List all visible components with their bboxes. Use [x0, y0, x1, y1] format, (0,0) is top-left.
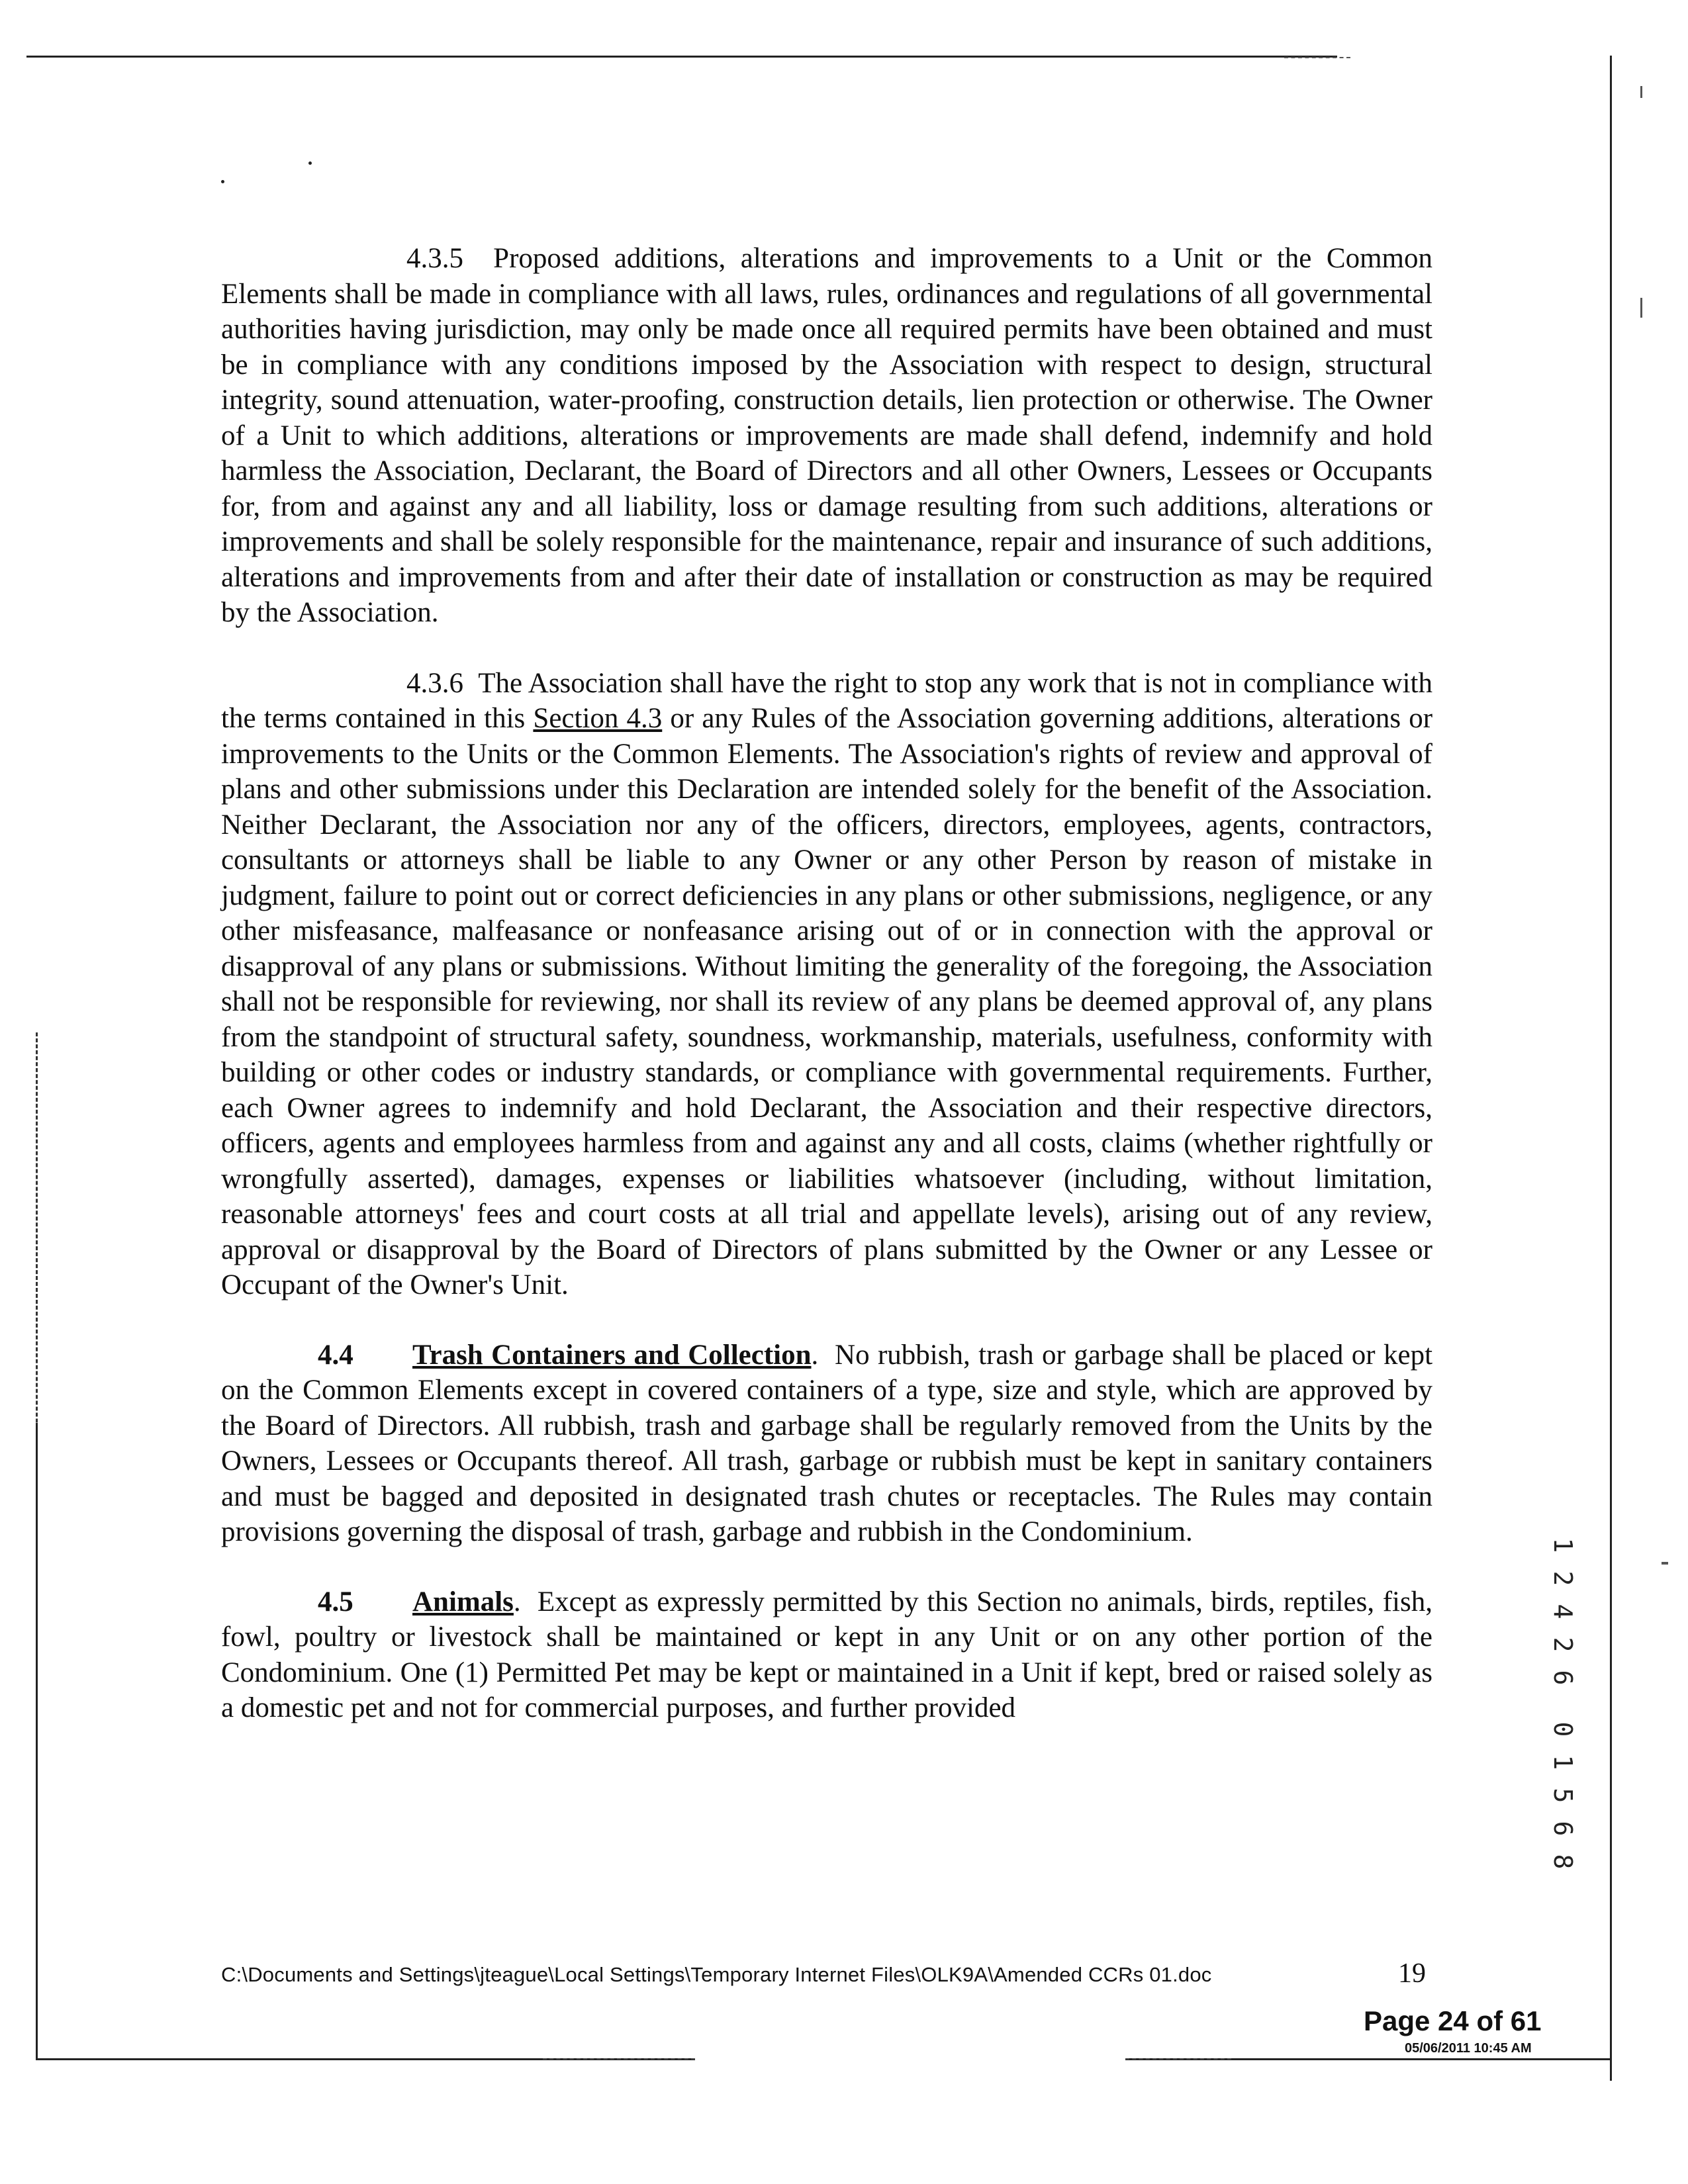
- footer-file-path: C:\Documents and Settings\jteague\Local Settings\Temporary Internet Files\OLK9A\Amended CCRs 01.doc: [221, 1963, 1212, 1986]
- stamp-digit: 6: [1548, 1670, 1577, 1686]
- paragraph-text: Proposed additions, alterations and improvements to a Unit or the Common Elements shall be made in compliance with all laws, rules, ordinances and regulations of all governmental authorities having jurisdiction, may only be made once all required permits have been obtained and must be in compliance with any conditions imposed by the Association with respect to design, structural integrity, sound attenuation, water-proofing, construction details, lien protection or otherwise. The Owner of a Unit to which additions, alterations or improvements are made shall defend, indemnify and hold harmless the Association, Declarant, the Board of Directors and all other Owners, Lessees or Occupants for, from and against any and all liability, loss or damage resulting from such additions, alterations or improvements and shall be solely responsible for the maintenance, repair and insurance of such additions, alterations and improvements from and after their date of installation or construction as may be required by the Association.: [221, 243, 1432, 628]
- stamp-digit: 4: [1548, 1604, 1577, 1619]
- scan-edge-mark: [1662, 1562, 1668, 1565]
- bottom-border-dash: [543, 2058, 695, 2060]
- section-heading: Animals: [412, 1586, 514, 1617]
- left-border-line: [36, 1423, 38, 2058]
- stamp-digit: 1: [1548, 1754, 1577, 1770]
- bottom-border-dash: [1125, 2058, 1231, 2060]
- stamp-digit: 8: [1548, 1854, 1577, 1870]
- paragraph-text: Except as expressly permitted by this Section no animals, birds, reptiles, fish, fowl, poultry or livestock shall be maintained or kept in any Unit or on any other portion of the Condominium. One (1) Permitted Pet may be kept or maintained in a Unit if kept, bred or raised solely as a domestic pet and not for commercial purposes, and further provided: [221, 1586, 1432, 1723]
- bottom-border-gap: [695, 2057, 1125, 2062]
- paragraph-4-5: 4.5 Animals. Except as expressly permitted by this Section no animals, birds, reptiles, fish, fowl, poultry or livestock shall be maintained or kept in any Unit or on any other portion of the Condominium. One (1) Permitted Pet may be kept or maintained in a Unit if kept, bred or raised solely as a domestic pet and not for commercial purposes, and further provided: [221, 1584, 1432, 1726]
- section-number: 4.3.6: [406, 667, 463, 699]
- scan-edge-mark: [1640, 86, 1642, 98]
- scan-speck: [308, 161, 312, 165]
- section-heading: Trash Containers and Collection: [412, 1339, 812, 1371]
- stamp-digit: 0: [1548, 1721, 1577, 1737]
- stamp-digit: 2: [1548, 1637, 1577, 1653]
- paragraph-text: The Association shall have the right to stop any work that is not in compliance with the terms contained in this: [221, 667, 1432, 734]
- paragraph-text: No rubbish, trash or garbage shall be placed or kept on the Common Elements except in covered containers of a type, size and style, which are approved by the Board of Directors. All rubbish, trash and garbage shall be regularly removed from the Units by the Owners, Lessees or Occupants thereof. All trash, garbage or rubbish must be kept in sanitary containers and must be bagged and deposited in designated trash chutes or receptacles. The Rules may contain provisions governing the disposal of trash, garbage and rubbish in the Condominium.: [221, 1339, 1433, 1547]
- paragraph-text: or any Rules of the Association governing additions, alterations or improvements to the Units or the Common Elements. The Association's rights of review and approval of plans and other submissions under this Declaration are intended solely for the benefit of the Association. Neither Declarant, the Association nor any of the officers, directors, employees, agents, contractors, consultants or attorneys shall be liable to any Owner or any other Person by reason of mistake in judgment, failure to point out or correct deficiencies in any plans or other submissions, negligence, or any other misfeasance, malfeasance or nonfeasance arising out of or in connection with the approval or disapproval of any plans or submissions. Without limiting the generality of the foregoing, the Association shall not be responsible for reviewing, nor shall its review of any plans be deemed approval of, any plans from the standpoint of structural safety, soundness, workmanship, materials, usefulness, conformity with building or other codes or industry standards, or compliance with governmental requirements. Further, each Owner agrees to indemnify and hold Declarant, the Association and their respective directors, officers, agents and employees harmless from and against any and all costs, claims (whether rightfully or wrongfully asserted), damages, expenses or liabilities whatsoever (including, without limitation, reasonable attorneys' fees and court costs at all trial and appellate levels), arising out of any review, approval or disapproval by the Board of Directors of plans submitted by the Owner or any Lessee or Occupant of the Owner's Unit.: [221, 703, 1433, 1300]
- footer-page-number: 19: [1398, 1958, 1426, 1989]
- book-page-stamp: [1546, 1529, 1579, 1878]
- top-border-tail: [1284, 57, 1350, 60]
- paragraph-4-4: 4.4 Trash Containers and Collection. No rubbish, trash or garbage shall be placed or kept on the Common Elements except in covered containers of a type, size and style, which are approved by the Board of Directors. All rubbish, trash and garbage shall be regularly removed from the Units by the Owners, Lessees or Occupants thereof. All trash, garbage or rubbish must be kept in sanitary containers and must be bagged and deposited in designated trash chutes or receptacles. The Rules may contain provisions governing the disposal of trash, garbage and rubbish in the Condominium.: [221, 1338, 1432, 1550]
- recording-page-label: Page 24 of 61: [1364, 2005, 1542, 2036]
- stamp-digit: 5: [1548, 1788, 1577, 1803]
- stamp-digit: 2: [1548, 1570, 1577, 1586]
- section-reference: Section 4.3: [533, 703, 663, 734]
- top-border-line: [26, 56, 1337, 58]
- stamp-digit: 6: [1548, 1821, 1577, 1837]
- paragraph-4-3-6: [221, 666, 1432, 1303]
- scan-edge-mark: [1640, 298, 1642, 318]
- recording-timestamp: 05/06/2011 10:45 AM: [1405, 2041, 1532, 2056]
- section-number: 4.3.5: [406, 243, 463, 274]
- section-number: 4.4: [318, 1339, 353, 1371]
- section-number: 4.5: [318, 1586, 353, 1617]
- scan-speck: [221, 180, 224, 183]
- document-body: [221, 241, 1432, 1726]
- paragraph-4-3-5: [221, 241, 1432, 631]
- stamp-digit: 1: [1548, 1537, 1577, 1553]
- right-border-line: [1610, 56, 1612, 2081]
